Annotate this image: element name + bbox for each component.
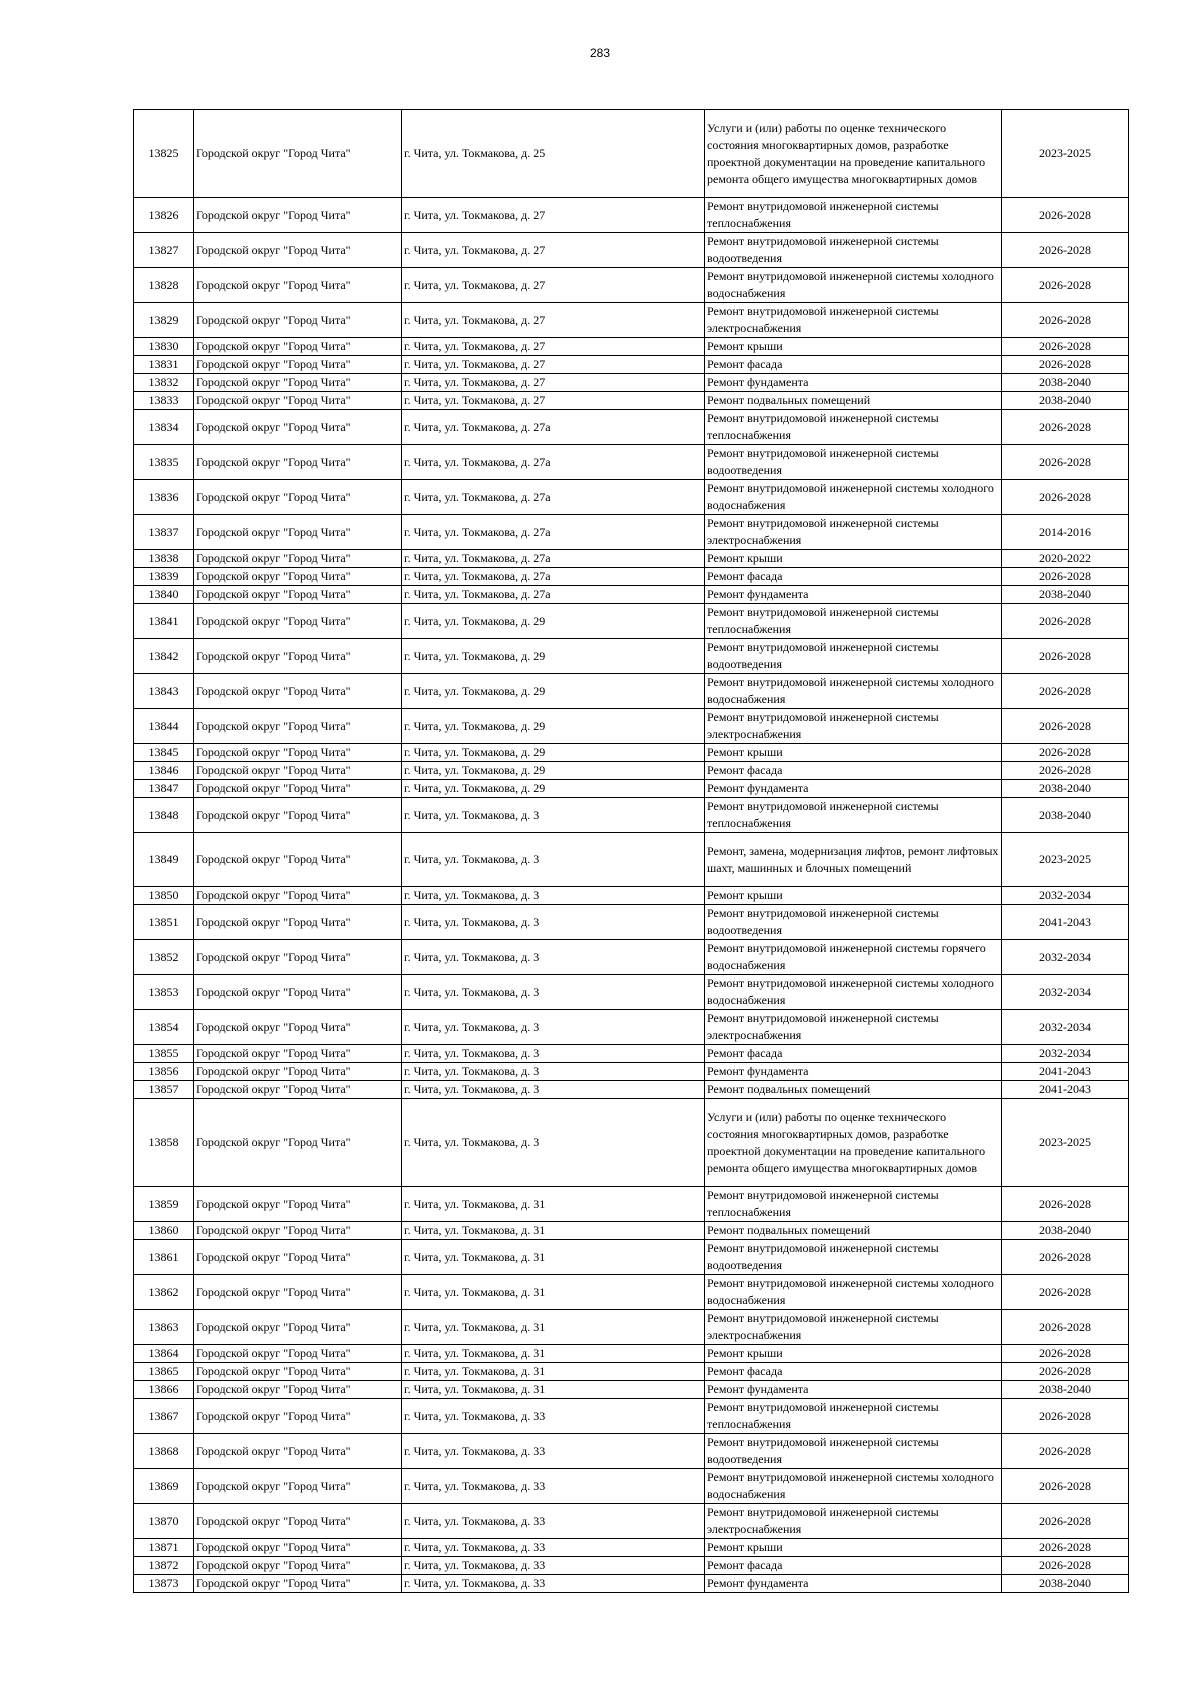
period-cell: 2026-2028 bbox=[1002, 762, 1129, 780]
table-row bbox=[134, 1363, 1129, 1381]
table-row bbox=[134, 940, 1129, 975]
row-number: 13833 bbox=[134, 392, 194, 410]
address-cell: г. Чита, ул. Токмакова, д. 29 bbox=[402, 709, 705, 744]
row-number: 13851 bbox=[134, 905, 194, 940]
address-cell: г. Чита, ул. Токмакова, д. 3 bbox=[402, 1045, 705, 1063]
period-cell: 2038-2040 bbox=[1002, 780, 1129, 798]
address-cell: г. Чита, ул. Токмакова, д. 27 bbox=[402, 198, 705, 233]
address-cell: г. Чита, ул. Токмакова, д. 3 bbox=[402, 1099, 705, 1187]
table-row bbox=[134, 356, 1129, 374]
period-cell: 2026-2028 bbox=[1002, 338, 1129, 356]
period-cell: 2026-2028 bbox=[1002, 1187, 1129, 1222]
period-cell: 2026-2028 bbox=[1002, 1504, 1129, 1539]
period-cell: 2026-2028 bbox=[1002, 303, 1129, 338]
address-cell: г. Чита, ул. Токмакова, д. 31 bbox=[402, 1187, 705, 1222]
period-cell: 2026-2028 bbox=[1002, 356, 1129, 374]
municipality-cell: Городской округ "Город Чита" bbox=[194, 374, 402, 392]
address-cell: г. Чита, ул. Токмакова, д. 3 bbox=[402, 798, 705, 833]
row-number: 13856 bbox=[134, 1063, 194, 1081]
municipality-cell: Городской округ "Город Чита" bbox=[194, 604, 402, 639]
work-type-cell: Ремонт фундамента bbox=[705, 374, 1002, 392]
table-row bbox=[134, 604, 1129, 639]
work-type-cell: Ремонт внутридомовой инженерной системы теплоснабжения bbox=[705, 1399, 1002, 1434]
municipality-cell: Городской округ "Город Чита" bbox=[194, 1045, 402, 1063]
address-cell: г. Чита, ул. Токмакова, д. 33 bbox=[402, 1434, 705, 1469]
work-type-cell: Ремонт внутридомовой инженерной системы водоотведения bbox=[705, 905, 1002, 940]
work-type-cell: Ремонт внутридомовой инженерной системы водоотведения bbox=[705, 233, 1002, 268]
row-number: 13863 bbox=[134, 1310, 194, 1345]
table-row bbox=[134, 374, 1129, 392]
row-number: 13825 bbox=[134, 110, 194, 198]
address-cell: г. Чита, ул. Токмакова, д. 3 bbox=[402, 975, 705, 1010]
address-cell: г. Чита, ул. Токмакова, д. 29 bbox=[402, 674, 705, 709]
address-cell: г. Чита, ул. Токмакова, д. 33 bbox=[402, 1539, 705, 1557]
table-row bbox=[134, 1275, 1129, 1310]
municipality-cell: Городской округ "Город Чита" bbox=[194, 1504, 402, 1539]
row-number: 13846 bbox=[134, 762, 194, 780]
row-number: 13859 bbox=[134, 1187, 194, 1222]
address-cell: г. Чита, ул. Токмакова, д. 3 bbox=[402, 905, 705, 940]
period-cell: 2026-2028 bbox=[1002, 1240, 1129, 1275]
row-number: 13849 bbox=[134, 833, 194, 887]
period-cell: 2041-2043 bbox=[1002, 1081, 1129, 1099]
table-row bbox=[134, 1187, 1129, 1222]
row-number: 13843 bbox=[134, 674, 194, 709]
address-cell: г. Чита, ул. Токмакова, д. 27а bbox=[402, 445, 705, 480]
municipality-cell: Городской округ "Город Чита" bbox=[194, 233, 402, 268]
row-number: 13827 bbox=[134, 233, 194, 268]
row-number: 13871 bbox=[134, 1539, 194, 1557]
address-cell: г. Чита, ул. Токмакова, д. 33 bbox=[402, 1469, 705, 1504]
row-number: 13847 bbox=[134, 780, 194, 798]
address-cell: г. Чита, ул. Токмакова, д. 33 bbox=[402, 1504, 705, 1539]
municipality-cell: Городской округ "Город Чита" bbox=[194, 1081, 402, 1099]
work-type-cell: Ремонт внутридомовой инженерной системы холодного водоснабжения bbox=[705, 1469, 1002, 1504]
work-type-cell: Ремонт фасада bbox=[705, 762, 1002, 780]
municipality-cell: Городской округ "Город Чита" bbox=[194, 1434, 402, 1469]
address-cell: г. Чита, ул. Токмакова, д. 33 bbox=[402, 1575, 705, 1593]
address-cell: г. Чита, ул. Токмакова, д. 29 bbox=[402, 744, 705, 762]
address-cell: г. Чита, ул. Токмакова, д. 3 bbox=[402, 940, 705, 975]
address-cell: г. Чита, ул. Токмакова, д. 27 bbox=[402, 233, 705, 268]
table-row bbox=[134, 1345, 1129, 1363]
address-cell: г. Чита, ул. Токмакова, д. 27 bbox=[402, 338, 705, 356]
municipality-cell: Городской округ "Город Чита" bbox=[194, 1010, 402, 1045]
address-cell: г. Чита, ул. Токмакова, д. 27а bbox=[402, 480, 705, 515]
address-cell: г. Чита, ул. Токмакова, д. 31 bbox=[402, 1240, 705, 1275]
row-number: 13865 bbox=[134, 1363, 194, 1381]
work-type-cell: Ремонт фундамента bbox=[705, 1381, 1002, 1399]
work-type-cell: Ремонт подвальных помещений bbox=[705, 392, 1002, 410]
work-type-cell: Ремонт внутридомовой инженерной системы водоотведения bbox=[705, 1434, 1002, 1469]
municipality-cell: Городской округ "Город Чита" bbox=[194, 744, 402, 762]
row-number: 13870 bbox=[134, 1504, 194, 1539]
period-cell: 2026-2028 bbox=[1002, 268, 1129, 303]
row-number: 13845 bbox=[134, 744, 194, 762]
address-cell: г. Чита, ул. Токмакова, д. 31 bbox=[402, 1363, 705, 1381]
period-cell: 2038-2040 bbox=[1002, 1381, 1129, 1399]
municipality-cell: Городской округ "Город Чита" bbox=[194, 887, 402, 905]
table-row bbox=[134, 303, 1129, 338]
row-number: 13829 bbox=[134, 303, 194, 338]
municipality-cell: Городской округ "Город Чита" bbox=[194, 674, 402, 709]
work-type-cell: Ремонт крыши bbox=[705, 744, 1002, 762]
table-row bbox=[134, 392, 1129, 410]
table-row bbox=[134, 798, 1129, 833]
row-number: 13861 bbox=[134, 1240, 194, 1275]
table-row bbox=[134, 1399, 1129, 1434]
municipality-cell: Городской округ "Город Чита" bbox=[194, 905, 402, 940]
row-number: 13836 bbox=[134, 480, 194, 515]
work-type-cell: Ремонт внутридомовой инженерной системы водоотведения bbox=[705, 1240, 1002, 1275]
table-row bbox=[134, 198, 1129, 233]
page-number: 283 bbox=[589, 46, 611, 60]
work-type-cell: Ремонт крыши bbox=[705, 887, 1002, 905]
row-number: 13834 bbox=[134, 410, 194, 445]
work-type-cell: Ремонт внутридомовой инженерной системы холодного водоснабжения bbox=[705, 674, 1002, 709]
period-cell: 2038-2040 bbox=[1002, 1222, 1129, 1240]
work-type-cell: Ремонт внутридомовой инженерной системы теплоснабжения bbox=[705, 410, 1002, 445]
address-cell: г. Чита, ул. Токмакова, д. 31 bbox=[402, 1275, 705, 1310]
row-number: 13860 bbox=[134, 1222, 194, 1240]
table-row bbox=[134, 1063, 1129, 1081]
table-body bbox=[134, 110, 1129, 1593]
row-number: 13837 bbox=[134, 515, 194, 550]
municipality-cell: Городской округ "Город Чита" bbox=[194, 1187, 402, 1222]
period-cell: 2023-2025 bbox=[1002, 833, 1129, 887]
period-cell: 2026-2028 bbox=[1002, 568, 1129, 586]
address-cell: г. Чита, ул. Токмакова, д. 27а bbox=[402, 410, 705, 445]
table-row bbox=[134, 975, 1129, 1010]
table-row bbox=[134, 110, 1129, 198]
work-type-cell: Ремонт фундамента bbox=[705, 1063, 1002, 1081]
table-row bbox=[134, 1081, 1129, 1099]
period-cell: 2041-2043 bbox=[1002, 1063, 1129, 1081]
address-cell: г. Чита, ул. Токмакова, д. 27а bbox=[402, 586, 705, 604]
address-cell: г. Чита, ул. Токмакова, д. 27 bbox=[402, 374, 705, 392]
address-cell: г. Чита, ул. Токмакова, д. 27 bbox=[402, 356, 705, 374]
period-cell: 2038-2040 bbox=[1002, 392, 1129, 410]
address-cell: г. Чита, ул. Токмакова, д. 31 bbox=[402, 1222, 705, 1240]
period-cell: 2032-2034 bbox=[1002, 1010, 1129, 1045]
work-type-cell: Ремонт внутридомовой инженерной системы холодного водоснабжения bbox=[705, 480, 1002, 515]
table-row bbox=[134, 1434, 1129, 1469]
row-number: 13873 bbox=[134, 1575, 194, 1593]
municipality-cell: Городской округ "Город Чита" bbox=[194, 445, 402, 480]
work-type-cell: Ремонт внутридомовой инженерной системы электроснабжения bbox=[705, 1010, 1002, 1045]
repair-schedule-table bbox=[133, 109, 1129, 1593]
period-cell: 2026-2028 bbox=[1002, 445, 1129, 480]
table-row bbox=[134, 568, 1129, 586]
address-cell: г. Чита, ул. Токмакова, д. 3 bbox=[402, 833, 705, 887]
period-cell: 2038-2040 bbox=[1002, 798, 1129, 833]
period-cell: 2032-2034 bbox=[1002, 1045, 1129, 1063]
municipality-cell: Городской округ "Город Чита" bbox=[194, 1099, 402, 1187]
row-number: 13848 bbox=[134, 798, 194, 833]
work-type-cell: Ремонт фасада bbox=[705, 1557, 1002, 1575]
table-row bbox=[134, 887, 1129, 905]
address-cell: г. Чита, ул. Токмакова, д. 3 bbox=[402, 1063, 705, 1081]
address-cell: г. Чита, ул. Токмакова, д. 29 bbox=[402, 639, 705, 674]
row-number: 13869 bbox=[134, 1469, 194, 1504]
work-type-cell: Ремонт фасада bbox=[705, 568, 1002, 586]
table-row bbox=[134, 233, 1129, 268]
table-row bbox=[134, 1240, 1129, 1275]
municipality-cell: Городской округ "Город Чита" bbox=[194, 586, 402, 604]
table-row bbox=[134, 1310, 1129, 1345]
row-number: 13839 bbox=[134, 568, 194, 586]
municipality-cell: Городской округ "Город Чита" bbox=[194, 515, 402, 550]
municipality-cell: Городской округ "Город Чита" bbox=[194, 550, 402, 568]
municipality-cell: Городской округ "Город Чита" bbox=[194, 1399, 402, 1434]
municipality-cell: Городской округ "Город Чита" bbox=[194, 1557, 402, 1575]
row-number: 13838 bbox=[134, 550, 194, 568]
work-type-cell: Ремонт, замена, модернизация лифтов, ремонт лифтовых шахт, машинных и блочных помещений bbox=[705, 833, 1002, 887]
row-number: 13862 bbox=[134, 1275, 194, 1310]
address-cell: г. Чита, ул. Токмакова, д. 29 bbox=[402, 762, 705, 780]
row-number: 13832 bbox=[134, 374, 194, 392]
address-cell: г. Чита, ул. Токмакова, д. 33 bbox=[402, 1399, 705, 1434]
municipality-cell: Городской округ "Город Чита" bbox=[194, 1063, 402, 1081]
work-type-cell: Ремонт крыши bbox=[705, 1539, 1002, 1557]
period-cell: 2041-2043 bbox=[1002, 905, 1129, 940]
period-cell: 2023-2025 bbox=[1002, 1099, 1129, 1187]
municipality-cell: Городской округ "Город Чита" bbox=[194, 480, 402, 515]
address-cell: г. Чита, ул. Токмакова, д. 31 bbox=[402, 1310, 705, 1345]
work-type-cell: Ремонт крыши bbox=[705, 550, 1002, 568]
table-row bbox=[134, 410, 1129, 445]
work-type-cell: Ремонт крыши bbox=[705, 338, 1002, 356]
work-type-cell: Ремонт внутридомовой инженерной системы электроснабжения bbox=[705, 1310, 1002, 1345]
municipality-cell: Городской округ "Город Чита" bbox=[194, 940, 402, 975]
row-number: 13872 bbox=[134, 1557, 194, 1575]
work-type-cell: Ремонт подвальных помещений bbox=[705, 1081, 1002, 1099]
row-number: 13868 bbox=[134, 1434, 194, 1469]
municipality-cell: Городской округ "Город Чита" bbox=[194, 1275, 402, 1310]
municipality-cell: Городской округ "Город Чита" bbox=[194, 1539, 402, 1557]
work-type-cell: Ремонт внутридомовой инженерной системы холодного водоснабжения bbox=[705, 1275, 1002, 1310]
row-number: 13844 bbox=[134, 709, 194, 744]
work-type-cell: Ремонт внутридомовой инженерной системы теплоснабжения bbox=[705, 798, 1002, 833]
table-row bbox=[134, 1557, 1129, 1575]
municipality-cell: Городской округ "Город Чита" bbox=[194, 1240, 402, 1275]
work-type-cell: Ремонт внутридомовой инженерной системы электроснабжения bbox=[705, 1504, 1002, 1539]
municipality-cell: Городской округ "Город Чита" bbox=[194, 392, 402, 410]
municipality-cell: Городской округ "Город Чита" bbox=[194, 1345, 402, 1363]
period-cell: 2014-2016 bbox=[1002, 515, 1129, 550]
municipality-cell: Городской округ "Город Чита" bbox=[194, 1469, 402, 1504]
period-cell: 2026-2028 bbox=[1002, 1469, 1129, 1504]
municipality-cell: Городской округ "Город Чита" bbox=[194, 639, 402, 674]
table-row bbox=[134, 268, 1129, 303]
work-type-cell: Ремонт внутридомовой инженерной системы водоотведения bbox=[705, 445, 1002, 480]
period-cell: 2023-2025 bbox=[1002, 110, 1129, 198]
row-number: 13850 bbox=[134, 887, 194, 905]
municipality-cell: Городской округ "Город Чита" bbox=[194, 568, 402, 586]
table-row bbox=[134, 762, 1129, 780]
period-cell: 2026-2028 bbox=[1002, 198, 1129, 233]
period-cell: 2026-2028 bbox=[1002, 709, 1129, 744]
work-type-cell: Ремонт внутридомовой инженерной системы теплоснабжения bbox=[705, 1187, 1002, 1222]
municipality-cell: Городской округ "Город Чита" bbox=[194, 780, 402, 798]
address-cell: г. Чита, ул. Токмакова, д. 3 bbox=[402, 887, 705, 905]
row-number: 13864 bbox=[134, 1345, 194, 1363]
address-cell: г. Чита, ул. Токмакова, д. 27 bbox=[402, 268, 705, 303]
table-row bbox=[134, 586, 1129, 604]
period-cell: 2026-2028 bbox=[1002, 1557, 1129, 1575]
period-cell: 2026-2028 bbox=[1002, 480, 1129, 515]
period-cell: 2026-2028 bbox=[1002, 1310, 1129, 1345]
municipality-cell: Городской округ "Город Чита" bbox=[194, 975, 402, 1010]
address-cell: г. Чита, ул. Токмакова, д. 27а bbox=[402, 515, 705, 550]
row-number: 13858 bbox=[134, 1099, 194, 1187]
work-type-cell: Ремонт фасада bbox=[705, 1363, 1002, 1381]
period-cell: 2026-2028 bbox=[1002, 410, 1129, 445]
period-cell: 2026-2028 bbox=[1002, 604, 1129, 639]
municipality-cell: Городской округ "Город Чита" bbox=[194, 1363, 402, 1381]
period-cell: 2038-2040 bbox=[1002, 374, 1129, 392]
period-cell: 2026-2028 bbox=[1002, 1539, 1129, 1557]
address-cell: г. Чита, ул. Токмакова, д. 29 bbox=[402, 604, 705, 639]
municipality-cell: Городской округ "Город Чита" bbox=[194, 198, 402, 233]
row-number: 13853 bbox=[134, 975, 194, 1010]
table-row bbox=[134, 1381, 1129, 1399]
table-row bbox=[134, 639, 1129, 674]
table-row bbox=[134, 445, 1129, 480]
table-row bbox=[134, 833, 1129, 887]
table-row bbox=[134, 1504, 1129, 1539]
address-cell: г. Чита, ул. Токмакова, д. 27а bbox=[402, 550, 705, 568]
work-type-cell: Ремонт внутридомовой инженерной системы водоотведения bbox=[705, 639, 1002, 674]
work-type-cell: Ремонт подвальных помещений bbox=[705, 1222, 1002, 1240]
table-row bbox=[134, 1469, 1129, 1504]
address-cell: г. Чита, ул. Токмакова, д. 27 bbox=[402, 303, 705, 338]
work-type-cell: Услуги и (или) работы по оценке технического состояния многоквартирных домов, разработке проектной документации на проведение капитального ремонта общего имущества многоквартирных домов bbox=[705, 1099, 1002, 1187]
work-type-cell: Ремонт фундамента bbox=[705, 586, 1002, 604]
table-row bbox=[134, 480, 1129, 515]
period-cell: 2038-2040 bbox=[1002, 1575, 1129, 1593]
period-cell: 2026-2028 bbox=[1002, 1345, 1129, 1363]
municipality-cell: Городской округ "Город Чита" bbox=[194, 356, 402, 374]
row-number: 13852 bbox=[134, 940, 194, 975]
row-number: 13841 bbox=[134, 604, 194, 639]
period-cell: 2026-2028 bbox=[1002, 1363, 1129, 1381]
municipality-cell: Городской округ "Город Чита" bbox=[194, 410, 402, 445]
row-number: 13831 bbox=[134, 356, 194, 374]
work-type-cell: Ремонт фундамента bbox=[705, 780, 1002, 798]
period-cell: 2026-2028 bbox=[1002, 639, 1129, 674]
address-cell: г. Чита, ул. Токмакова, д. 3 bbox=[402, 1010, 705, 1045]
row-number: 13842 bbox=[134, 639, 194, 674]
period-cell: 2032-2034 bbox=[1002, 887, 1129, 905]
table-row bbox=[134, 1575, 1129, 1593]
period-cell: 2032-2034 bbox=[1002, 940, 1129, 975]
address-cell: г. Чита, ул. Токмакова, д. 29 bbox=[402, 780, 705, 798]
row-number: 13867 bbox=[134, 1399, 194, 1434]
work-type-cell: Ремонт внутридомовой инженерной системы электроснабжения bbox=[705, 303, 1002, 338]
row-number: 13830 bbox=[134, 338, 194, 356]
work-type-cell: Ремонт внутридомовой инженерной системы электроснабжения bbox=[705, 709, 1002, 744]
municipality-cell: Городской округ "Город Чита" bbox=[194, 1575, 402, 1593]
work-type-cell: Ремонт фасада bbox=[705, 356, 1002, 374]
municipality-cell: Городской округ "Город Чита" bbox=[194, 1381, 402, 1399]
row-number: 13828 bbox=[134, 268, 194, 303]
municipality-cell: Городской округ "Город Чита" bbox=[194, 709, 402, 744]
row-number: 13857 bbox=[134, 1081, 194, 1099]
work-type-cell: Ремонт внутридомовой инженерной системы холодного водоснабжения bbox=[705, 268, 1002, 303]
row-number: 13835 bbox=[134, 445, 194, 480]
table-row bbox=[134, 515, 1129, 550]
municipality-cell: Городской округ "Город Чита" bbox=[194, 1222, 402, 1240]
municipality-cell: Городской округ "Город Чита" bbox=[194, 833, 402, 887]
municipality-cell: Городской округ "Город Чита" bbox=[194, 338, 402, 356]
work-type-cell: Ремонт внутридомовой инженерной системы холодного водоснабжения bbox=[705, 975, 1002, 1010]
row-number: 13866 bbox=[134, 1381, 194, 1399]
period-cell: 2026-2028 bbox=[1002, 233, 1129, 268]
municipality-cell: Городской округ "Город Чита" bbox=[194, 110, 402, 198]
period-cell: 2026-2028 bbox=[1002, 674, 1129, 709]
address-cell: г. Чита, ул. Токмакова, д. 27 bbox=[402, 392, 705, 410]
address-cell: г. Чита, ул. Токмакова, д. 31 bbox=[402, 1381, 705, 1399]
table-row bbox=[134, 550, 1129, 568]
table-row bbox=[134, 674, 1129, 709]
table-row bbox=[134, 709, 1129, 744]
period-cell: 2026-2028 bbox=[1002, 1275, 1129, 1310]
period-cell: 2026-2028 bbox=[1002, 1434, 1129, 1469]
table-row bbox=[134, 1222, 1129, 1240]
work-type-cell: Ремонт внутридомовой инженерной системы теплоснабжения bbox=[705, 198, 1002, 233]
table-row bbox=[134, 338, 1129, 356]
municipality-cell: Городской округ "Город Чита" bbox=[194, 303, 402, 338]
address-cell: г. Чита, ул. Токмакова, д. 3 bbox=[402, 1081, 705, 1099]
period-cell: 2020-2022 bbox=[1002, 550, 1129, 568]
period-cell: 2026-2028 bbox=[1002, 1399, 1129, 1434]
table-row bbox=[134, 1045, 1129, 1063]
table-row bbox=[134, 1099, 1129, 1187]
address-cell: г. Чита, ул. Токмакова, д. 25 bbox=[402, 110, 705, 198]
work-type-cell: Ремонт крыши bbox=[705, 1345, 1002, 1363]
row-number: 13855 bbox=[134, 1045, 194, 1063]
work-type-cell: Ремонт внутридомовой инженерной системы теплоснабжения bbox=[705, 604, 1002, 639]
work-type-cell: Ремонт внутридомовой инженерной системы горячего водоснабжения bbox=[705, 940, 1002, 975]
municipality-cell: Городской округ "Город Чита" bbox=[194, 1310, 402, 1345]
work-type-cell: Ремонт фундамента bbox=[705, 1575, 1002, 1593]
municipality-cell: Городской округ "Город Чита" bbox=[194, 268, 402, 303]
row-number: 13854 bbox=[134, 1010, 194, 1045]
work-type-cell: Ремонт внутридомовой инженерной системы электроснабжения bbox=[705, 515, 1002, 550]
period-cell: 2026-2028 bbox=[1002, 744, 1129, 762]
municipality-cell: Городской округ "Город Чита" bbox=[194, 762, 402, 780]
table-row bbox=[134, 1539, 1129, 1557]
period-cell: 2038-2040 bbox=[1002, 586, 1129, 604]
table-row bbox=[134, 780, 1129, 798]
address-cell: г. Чита, ул. Токмакова, д. 33 bbox=[402, 1557, 705, 1575]
row-number: 13840 bbox=[134, 586, 194, 604]
address-cell: г. Чита, ул. Токмакова, д. 31 bbox=[402, 1345, 705, 1363]
table-row bbox=[134, 1010, 1129, 1045]
work-type-cell: Услуги и (или) работы по оценке технического состояния многоквартирных домов, разработке проектной документации на проведение капитального ремонта общего имущества многоквартирных домов bbox=[705, 110, 1002, 198]
municipality-cell: Городской округ "Город Чита" bbox=[194, 798, 402, 833]
table-row bbox=[134, 905, 1129, 940]
period-cell: 2032-2034 bbox=[1002, 975, 1129, 1010]
address-cell: г. Чита, ул. Токмакова, д. 27а bbox=[402, 568, 705, 586]
row-number: 13826 bbox=[134, 198, 194, 233]
work-type-cell: Ремонт фасада bbox=[705, 1045, 1002, 1063]
table-row bbox=[134, 744, 1129, 762]
